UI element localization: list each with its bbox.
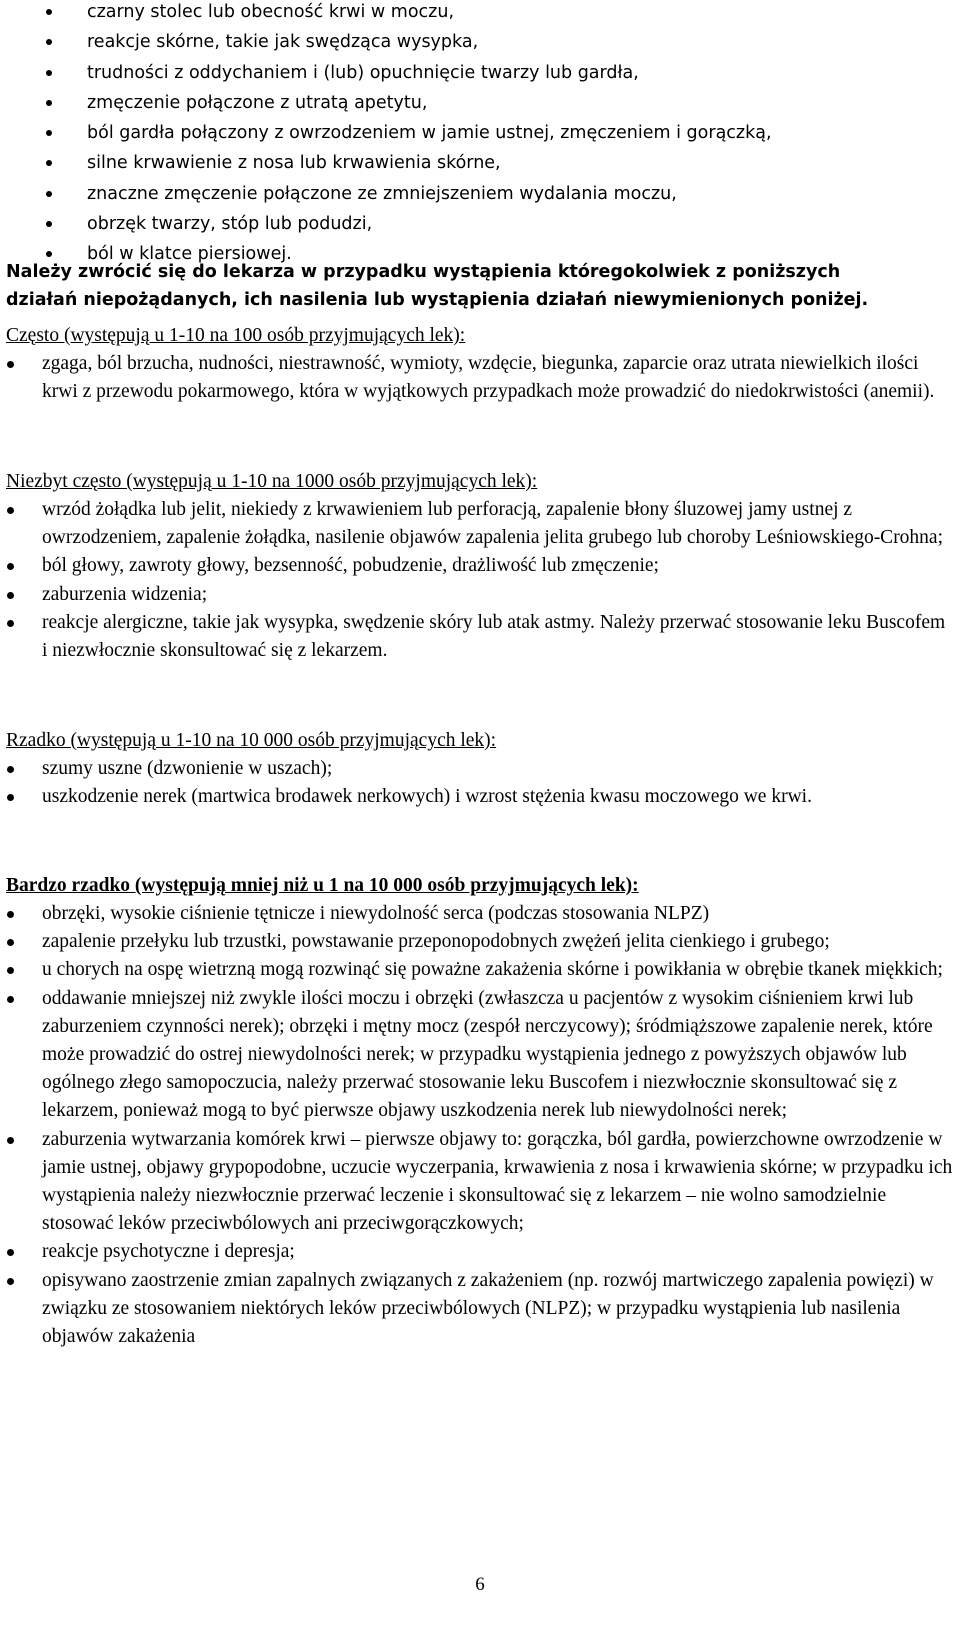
list-item: opisywano zaostrzenie zmian zapalnych związanych z zakażeniem (np. rozwój martwiczego zapalenia powięzi) w związku ze stosowaniem niektórych leków przeciwbólowych (NLPZ); w przypadku wystąpienia lub nasilenia objawów zakażenia — [6, 1267, 954, 1352]
list-item: szumy uszne (dzwonienie w uszach); — [6, 755, 954, 783]
section-heading: Bardzo rzadko (występują mniej niż u 1 na 10 000 osób przyjmujących lek): — [6, 875, 639, 896]
list-item: uszkodzenie nerek (martwica brodawek nerkowych) i wzrost stężenia kwasu moczowego we krwi. — [6, 783, 954, 811]
list-item: obrzęk twarzy, stóp lub podudzi, — [0, 212, 960, 242]
list-item: reakcje skórne, takie jak swędząca wysypka, — [0, 30, 960, 60]
section-uncommon — [6, 468, 954, 665]
doctor-notice — [6, 258, 946, 314]
list-item: zapalenie przełyku lub trzustki, powstawanie przeponopodobnych zwężeń jelita cienkiego i grubego; — [6, 928, 954, 956]
notice-line: Należy zwrócić się do lekarza w przypadku wystąpienia któregokolwiek z poniższych — [6, 262, 841, 282]
list-item: silne krwawienie z nosa lub krwawienia skórne, — [0, 151, 960, 181]
section-heading: Niezbyt często (występują u 1-10 na 1000 osób przyjmujących lek): — [6, 471, 538, 492]
list-item: reakcje psychotyczne i depresja; — [6, 1238, 954, 1266]
list-item: ból w klatce piersiowej. — [0, 242, 960, 272]
list-item: u chorych na ospę wietrzną mogą rozwinąć się poważne zakażenia skórne i powikłania w obrębie tkanek miękkich; — [6, 956, 954, 984]
page-number: 6 — [475, 1574, 485, 1595]
list-item: ból głowy, zawroty głowy, bezsenność, pobudzenie, drażliwość lub zmęczenie; — [6, 552, 954, 580]
list-item: reakcje alergiczne, takie jak wysypka, swędzenie skóry lub atak astmy. Należy przerwać stosowanie leku Buscofem i niezwłocznie skonsultować się z lekarzem. — [6, 609, 954, 665]
list-item: trudności z oddychaniem i (lub) opuchnięcie twarzy lub gardła, — [0, 61, 960, 91]
list-item: czarny stolec lub obecność krwi w moczu, — [0, 0, 960, 30]
section-often — [6, 322, 954, 406]
list-item: wrzód żołądka lub jelit, niekiedy z krwawieniem lub perforacją, zapalenie błony śluzowej jamy ustnej z owrzodzeniem, zapalenie żołądka, nasilenie objawów zapalenia jelita grubego lub choroby Leśniowskiego-Crohna; — [6, 496, 954, 552]
section-heading: Rzadko (występują u 1-10 na 10 000 osób przyjmujących lek): — [6, 730, 497, 751]
list-item: oddawanie mniejszej niż zwykle ilości moczu i obrzęki (zwłaszcza u pacjentów z wysokim ciśnieniem krwi lub zaburzeniem czynności nerek); obrzęki i mętny mocz (zespół nerczycowy); śródmiąższowe zapalenie nerek, które może prowadzić do ostrej niewydolności nerek; w przypadku wystąpienia jednego z powyższych objawów lub ogólnego złego samopoczucia, należy przerwać stosowanie leku Buscofem i niezwłocznie skonsultować się z lekarzem, ponieważ mogą to być pierwsze objawy uszkodzenia nerek lub niewydolności nerek; — [6, 985, 954, 1126]
side-effect-list — [6, 900, 954, 1351]
list-item: ból gardła połączony z owrzodzeniem w jamie ustnej, zmęczeniem i gorączką, — [0, 121, 960, 151]
list-item: obrzęki, wysokie ciśnienie tętnicze i niewydolność serca (podczas stosowania NLPZ) — [6, 900, 954, 928]
list-item: zmęczenie połączone z utratą apetytu, — [0, 91, 960, 121]
section-very-rare — [6, 872, 954, 1351]
list-item: znaczne zmęczenie połączone ze zmniejszeniem wydalania moczu, — [0, 182, 960, 212]
list-item: zgaga, ból brzucha, nudności, niestrawność, wymioty, wzdęcie, biegunka, zaparcie oraz utrata niewielkich ilości krwi z przewodu pokarmowego, która w wyjątkowych przypadkach może prowadzić do niedokrwistości (anemii). — [6, 350, 954, 406]
list-item: zaburzenia widzenia; — [6, 581, 954, 609]
side-effect-list — [6, 755, 954, 811]
symptom-list — [0, 0, 960, 273]
side-effect-list — [6, 350, 954, 406]
notice-line: działań niepożądanych, ich nasilenia lub wystąpienia działań niewymienionych poniżej. — [6, 290, 869, 310]
list-item: zaburzenia wytwarzania komórek krwi – pierwsze objawy to: gorączka, ból gardła, powierzchowne owrzodzenie w jamie ustnej, objawy grypopodobne, uczucie wyczerpania, krwawienia z nosa i krwawienia skórne; w przypadku ich wystąpienia należy niezwłocznie przerwać leczenie i skonsultować się z lekarzem – nie wolno samodzielnie stosować leków przeciwbólowych ani przeciwgorączkowych; — [6, 1126, 954, 1239]
section-heading: Często (występują u 1-10 na 100 osób przyjmujących lek): — [6, 325, 466, 346]
section-rare — [6, 727, 954, 811]
side-effect-list — [6, 496, 954, 665]
